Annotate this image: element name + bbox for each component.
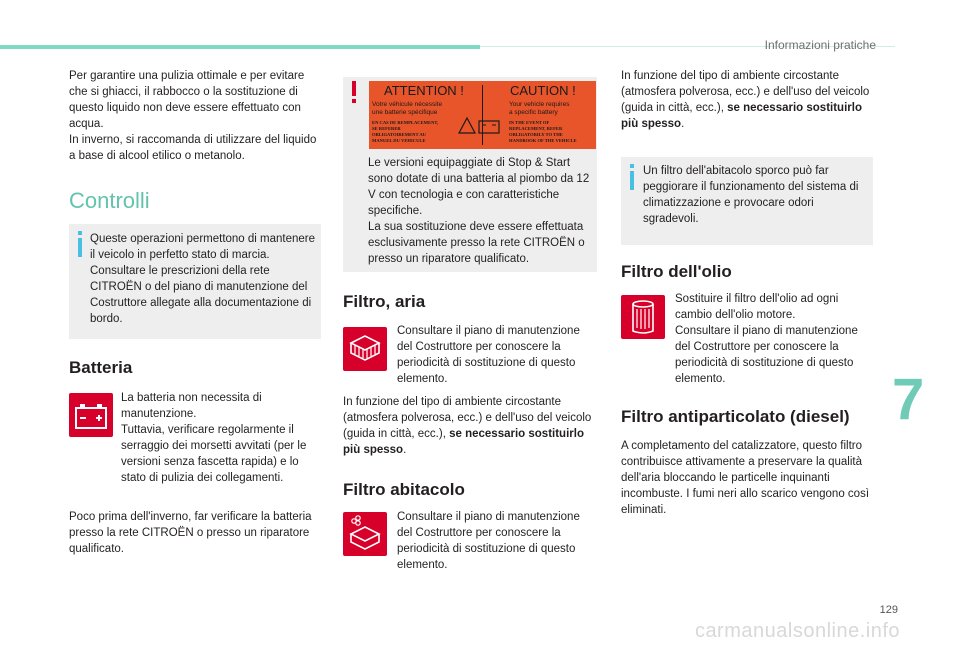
label-fr-main: Votre véhicule nécessite une batterie spécifique — [372, 101, 443, 116]
abitacolo-info-text: Un filtro dell'abitacolo sporco può far peggiorare il funzionamento del sistema di climatizzazione e provocare odori sgradevoli. — [643, 165, 859, 225]
abitacolo-paragraph-1: Consultare il piano di manutenzione del Costruttore per conoscere la periodicità di sostituzione di questo elemento. — [397, 511, 580, 571]
watermark: carmanualsonline.info — [694, 620, 900, 642]
subsection-title-filtro-olio: Filtro dell'olio — [621, 262, 732, 281]
label-attention: ATTENTION ! — [384, 83, 464, 98]
batteria-paragraph-3: Poco prima dell'inverno, far verificare la batteria presso la rete CITROËN o presso un riparatore qualificato. — [69, 511, 312, 555]
col3-paragraph-1: In funzione del tipo di ambiente circostante (atmosfera polverosa, ecc.) e dell'uso del veicolo (guida in città, ecc.), se necessario sostituirlo più spesso. — [621, 70, 870, 130]
exclamation-icon — [351, 81, 357, 103]
stopstart-warning-box — [343, 77, 597, 272]
intro-paragraph-2: In inverno, si raccomanda di utilizzare del liquido a base di alcool etilico o metanolo. — [69, 134, 317, 162]
aria-paragraph-1: Consultare il piano di manutenzione del Costruttore per conoscere la periodicità di sostituzione di questo elemento. — [397, 325, 580, 385]
abitacolo-info-box — [621, 157, 873, 245]
battery-icon — [69, 393, 113, 437]
chapter-number: 7 — [892, 367, 925, 432]
info-icon — [630, 164, 634, 190]
cabin-filter-icon — [343, 512, 387, 556]
battery-warning-label — [369, 81, 596, 149]
label-caution: CAUTION ! — [510, 83, 576, 98]
air-filter-icon — [343, 327, 387, 371]
aria-paragraph-2: In funzione del tipo di ambiente circostante (atmosfera polverosa, ecc.) e dell'uso del veicolo (guida in città, ecc.), se necessario sostituirlo più spesso. — [343, 396, 592, 456]
stopstart-paragraph-1: Le versioni equipaggiate di Stop & Start sono dotate di una batteria al piombo da 12 V con tecnologia e con caratteristiche specifiche. — [368, 157, 590, 217]
antiparticolato-paragraph: A completamento del catalizzatore, questo filtro contribuisce attivamente a preservare la qualità dell'aria bloccando le particelle inquinanti incombuste. I fumi neri allo scarico vengono così eliminati. — [621, 440, 870, 516]
batteria-text — [121, 390, 323, 486]
intro-text — [69, 68, 321, 164]
label-fr-small: EN CAS DE REMPLACEMENT, SE REFERER OBLIGATOIREMENT AU MANUEL DU VEHICULE — [372, 120, 439, 143]
label-en-small: IN THE EVENT OF REPLACEMENT, REFER OBLIGATORILY TO THE HANDBOOK OF THE VEHICLE — [509, 120, 577, 143]
stopstart-paragraph-2: La sua sostituzione deve essere effettuata esclusivamente presso la rete CITROËN o presso un riparatore qualificato. — [368, 221, 585, 265]
olio-text — [675, 291, 875, 387]
oil-filter-icon — [621, 295, 665, 339]
controlli-info-box — [69, 224, 321, 339]
batteria-paragraph-2: Tuttavia, verificare regolarmente il serraggio dei morsetti avvitati (per le versioni senza fascetta rapida) e lo stato di pulizia dei collegamenti. — [121, 424, 307, 484]
header-accent-bar — [0, 45, 480, 49]
controlli-info-text: Queste operazioni permettono di mantenere il veicolo in perfetto stato di marcia. Consultare le prescrizioni della rete CITROËN o del piano di manutenzione del Costruttore allegate alla documentazione di bordo. — [90, 233, 316, 325]
batteria-paragraph-1: La batteria non necessita di manutenzione. — [121, 392, 262, 420]
subsection-title-filtro-aria: Filtro, aria — [343, 292, 426, 311]
label-warning-icon — [457, 115, 507, 135]
intro-paragraph-1: Per garantire una pulizia ottimale e per evitare che si ghiacci, il rabbocco o la sostituzione di questo liquido non deve essere effettuato con acqua. — [69, 70, 305, 130]
info-icon — [78, 231, 82, 257]
label-en-main: Your vehicle requires a specific battery — [509, 101, 570, 116]
stopstart-text — [368, 155, 594, 267]
olio-paragraph-2: Consultare il piano di manutenzione del Costruttore per conoscere la periodicità di sostituzione di questo elemento. — [675, 325, 858, 385]
olio-paragraph-1: Sostituire il filtro dell'olio ad ogni cambio dell'olio motore. — [675, 293, 839, 321]
subsection-title-batteria: Batteria — [69, 358, 133, 377]
section-title-controlli: Controlli — [69, 188, 150, 213]
subsection-title-filtro-antiparticolato: Filtro antiparticolato (diesel) — [621, 407, 850, 426]
subsection-title-filtro-abitacolo: Filtro abitacolo — [343, 480, 465, 499]
page-number: 129 — [879, 604, 898, 616]
chapter-title: Informazioni pratiche — [764, 38, 876, 52]
